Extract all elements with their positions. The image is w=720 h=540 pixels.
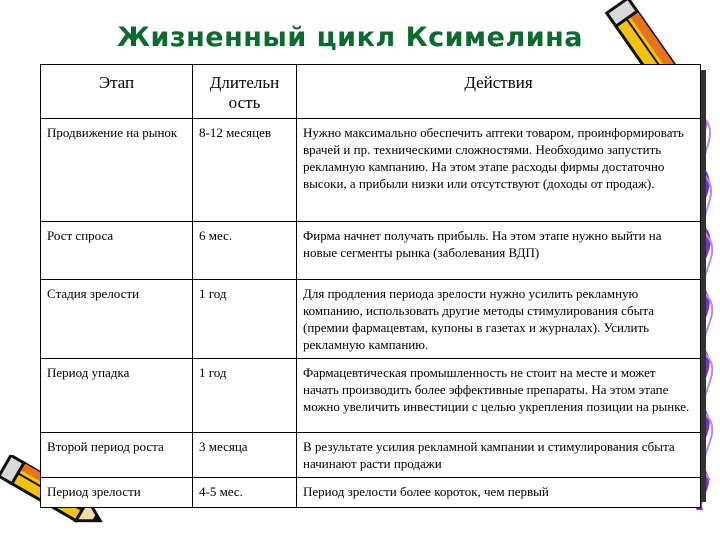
header-duration: Длительн ость [193,65,297,119]
header-actions: Действия [297,65,701,119]
actions-cell: Нужно максимально обеспечить аптеки товаром, проинформировать врачей и пр. техническими сложностями. Необходимо запустить рекламную кампанию. На этом этапе расходы фирмы достаточно высоки, а прибыли низки или отсутствуют (доходы от продаж). [297,119,701,222]
duration-cell: 1 год [193,359,297,433]
duration-cell: 4-5 мес. [193,478,297,508]
duration-cell: 8-12 месяцев [193,119,297,222]
stage-cell: Стадия зрелости [41,280,193,359]
duration-cell: 3 месяца [193,433,297,478]
stage-cell: Период упадка [41,359,193,433]
table-row [41,222,701,280]
actions-cell: Фирма начнет получать прибыль. На этом этапе нужно выйти на новые сегменты рынка (заболевания ВДП) [297,222,701,280]
page-title: Жизненный цикл Ксимелина [116,22,584,53]
lifecycle-table [40,64,701,508]
stage-cell: Второй период роста [41,433,193,478]
table-row [41,280,701,359]
table-row [41,119,701,222]
table-header-row [41,65,701,119]
actions-cell: Для продления периода зрелости нужно усилить рекламную компанию, использовать другие методы стимулирования сбыта (премии фармацевтам, купоны в газетах и журналах). Усилить рекламную кампанию. [297,280,701,359]
stage-cell: Рост спроса [41,222,193,280]
table-row [41,478,701,508]
header-stage: Этап [41,65,193,119]
duration-cell: 1 год [193,280,297,359]
actions-cell: В результате усилия рекламной кампании и стимулирования сбыта начинают расти продажи [297,433,701,478]
table-row [41,433,701,478]
stage-cell: Период зрелости [41,478,193,508]
actions-cell: Период зрелости более короток, чем первый [297,478,701,508]
stage-cell: Продвижение на рынок [41,119,193,222]
actions-cell: Фармацевтическая промышленность не стоит на месте и может начать производить более эффективные препараты. На этом этапе можно увеличить инвестиции с целью укрепления позиции на рынке. [297,359,701,433]
table-row [41,359,701,433]
duration-cell: 6 мес. [193,222,297,280]
